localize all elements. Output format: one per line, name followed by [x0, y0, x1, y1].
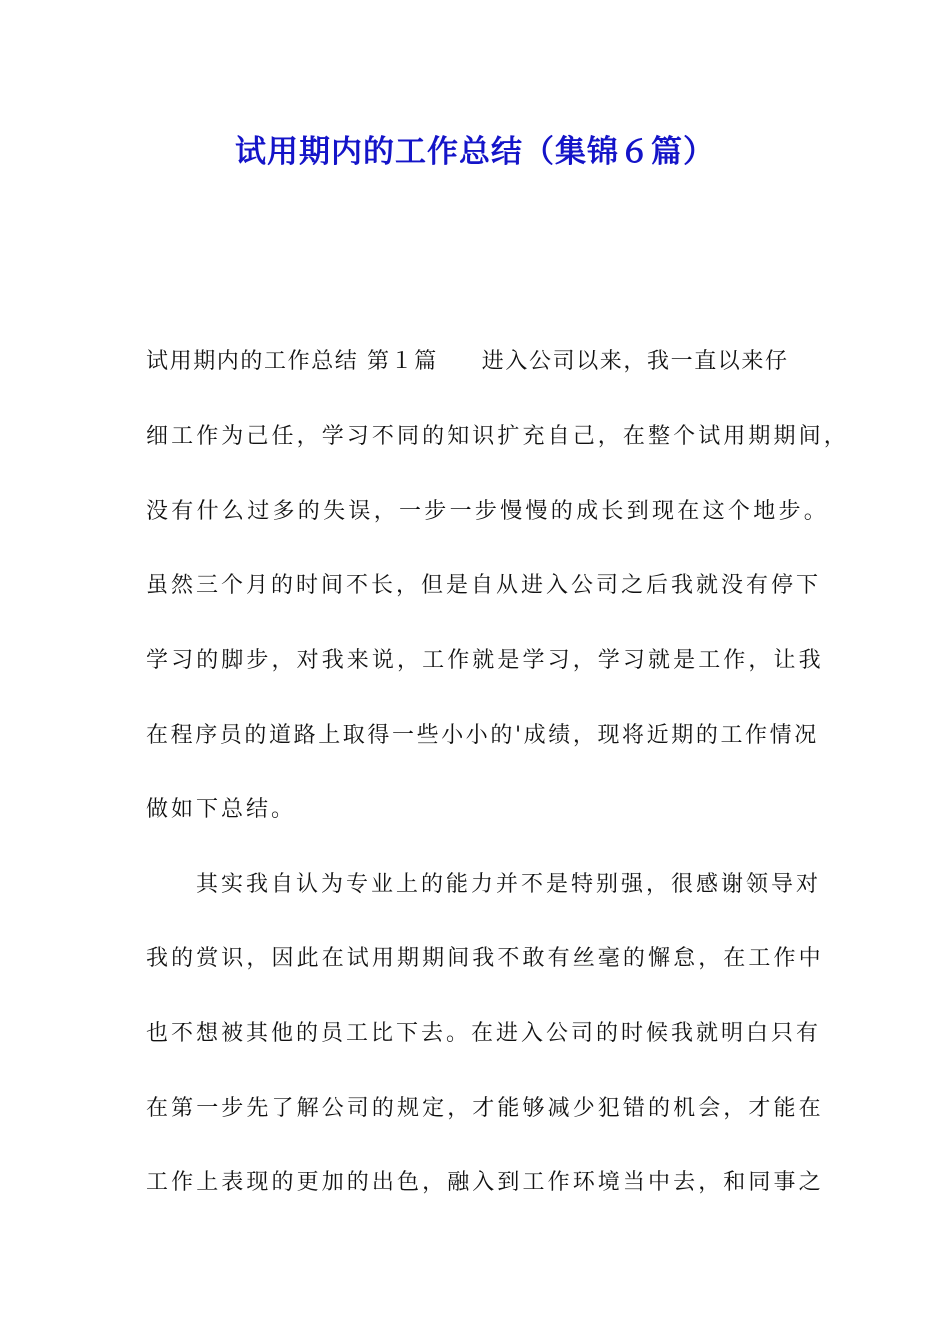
paragraph-start-line: 其实我自认为专业上的能力并不是特别强，很感谢领导对	[196, 872, 822, 897]
section-text: 进入公司以来，我一直以来仔	[481, 349, 789, 374]
body-line: 工作上表现的更加的出色，融入到工作环境当中去，和同事之	[146, 1170, 824, 1195]
body-line: 做如下总结。	[146, 797, 297, 822]
body-line-first	[146, 342, 789, 382]
body-line: 在第一步先了解公司的规定，才能够减少犯错的机会，才能在	[146, 1096, 824, 1121]
body-line: 也不想被其他的员工比下去。在进入公司的时候我就明白只有	[146, 1021, 822, 1046]
body-line: 虽然三个月的时间不长，但是自从进入公司之后我就没有停下	[146, 573, 822, 598]
body-line: 我的赏识，因此在试用期期间我不敢有丝毫的懈怠，在工作中	[146, 946, 824, 971]
body-line: 学习的脚步，对我来说，工作就是学习，学习就是工作，让我	[146, 648, 824, 673]
section-heading: 试用期内的工作总结 第１篇	[146, 349, 438, 374]
body-line: 没有什么过多的失误，一步一步慢慢的成长到现在这个地步。	[146, 499, 830, 524]
body-line: 细工作为己任，学习不同的知识扩充自己，在整个试用期期间，	[146, 424, 849, 449]
body-line: 在程序员的道路上取得一些小小的'成绩，现将近期的工作情况	[146, 723, 819, 748]
page-title: 试用期内的工作总结（集锦６篇）	[235, 134, 715, 170]
